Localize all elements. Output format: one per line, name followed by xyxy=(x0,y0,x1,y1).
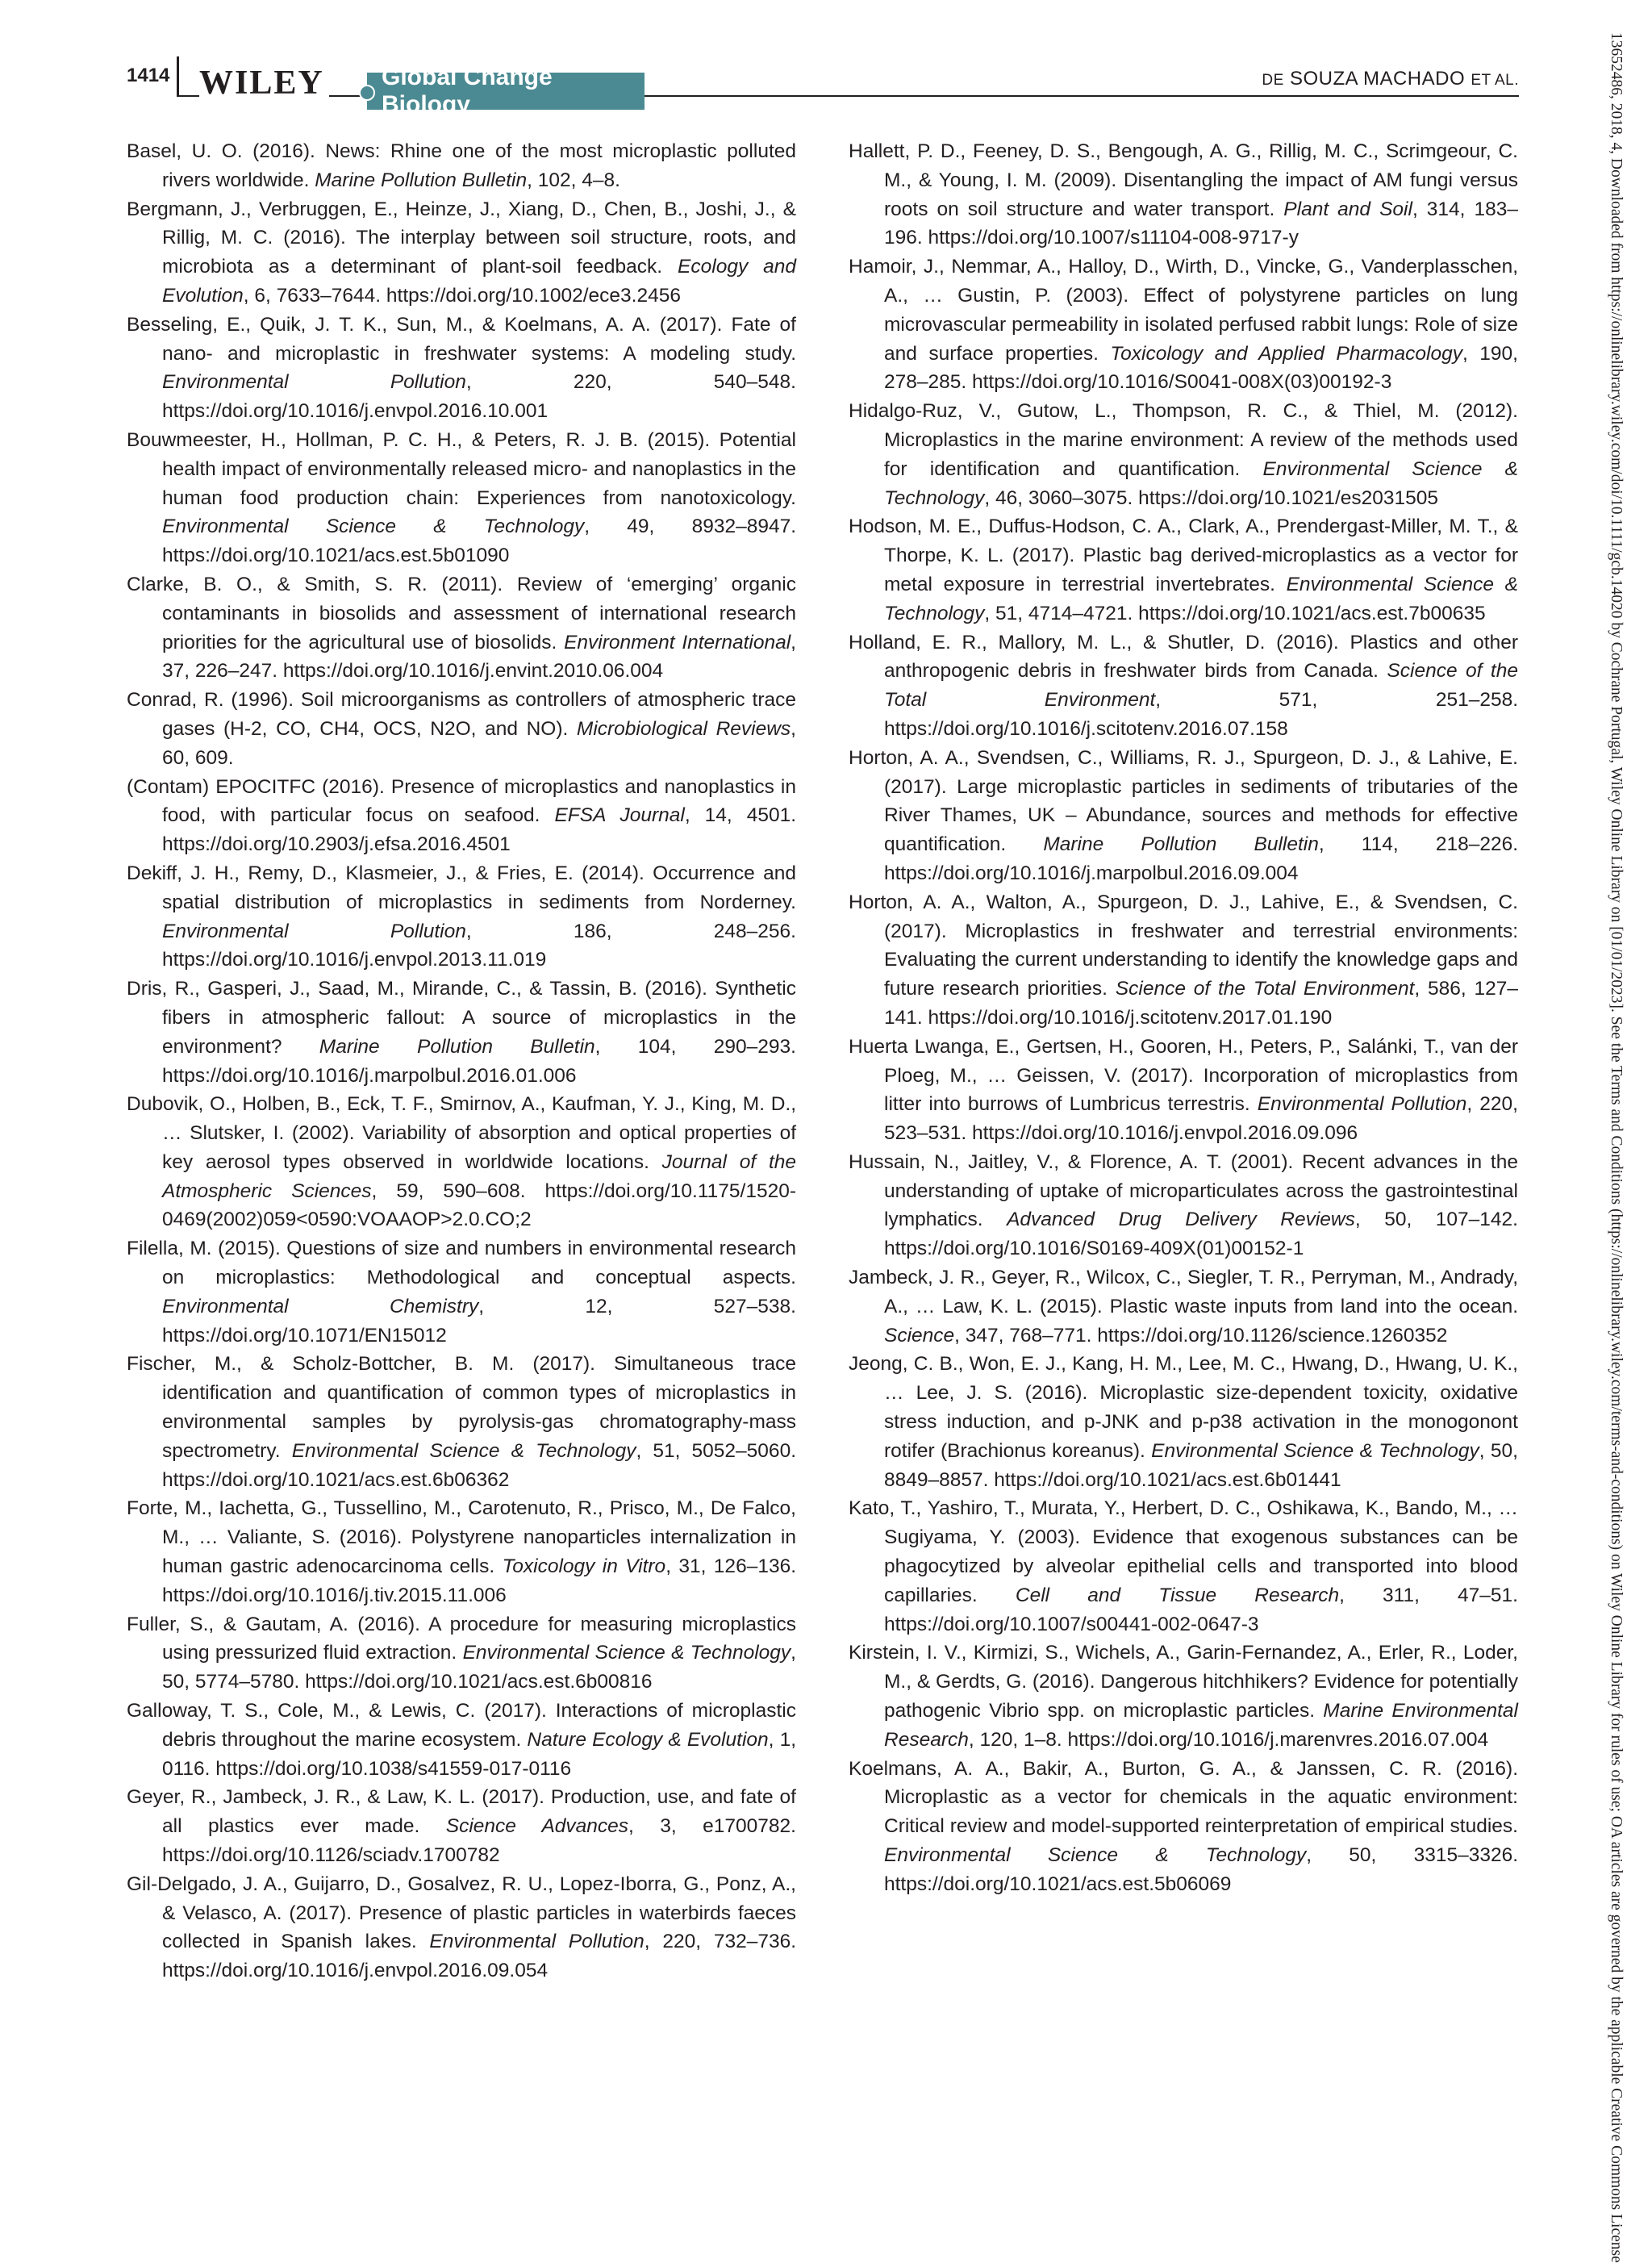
reference-journal: Science Advances xyxy=(445,1815,629,1838)
reference-entry xyxy=(127,1090,796,1234)
reference-authors-title: Holland, E. R., Mallory, M. L., & Shutler, D. (2016). Plastics and other anthropogenic debris in freshwater birds from Canada. xyxy=(849,631,1518,683)
references-right-column xyxy=(849,137,1518,1899)
reference-journal: Cell and Tissue Research xyxy=(1015,1584,1340,1606)
reference-journal: Environmental Pollution xyxy=(429,1931,645,1953)
reference-entry xyxy=(127,311,796,426)
reference-authors-title: Hamoir, J., Nemmar, A., Halloy, D., Wirth, D., Vincke, G., Vanderplasschen, A., … Gustin, P. (2003). Effect of polystyrene particles on lung microvascular permeability in isolated perfused rabbit lungs: Role of size and surface properties. xyxy=(849,256,1518,365)
reference-entry xyxy=(127,1234,796,1350)
reference-details: , 50, 107–142. https://doi.org/10.1016/S0169-409X(01)00152-1 xyxy=(884,1209,1518,1260)
reference-journal: Advanced Drug Delivery Reviews xyxy=(1007,1209,1355,1231)
reference-details: , 46, 3060–3075. https://doi.org/10.1021/es2031505 xyxy=(984,486,1439,509)
reference-entry xyxy=(127,859,796,975)
reference-journal: Environmental Science & Technology xyxy=(884,457,1518,509)
reference-authors-title: Hussain, N., Jaitley, V., & Florence, A. T. (2001). Recent advances in the understanding of uptake of microparticulates across the gastrointestinal lymphatics. xyxy=(849,1150,1518,1231)
reference-journal: Environment International xyxy=(564,631,791,653)
reference-details: , 50, 8849–8857. https://doi.org/10.1021/acs.est.6b01441 xyxy=(884,1439,1518,1491)
publisher-logo: WILEY xyxy=(199,66,329,100)
reference-authors-title: Besseling, E., Quik, J. T. K., Sun, M., & Koelmans, A. A. (2017). Fate of nano- and microplastic in freshwater systems: A modeling study. xyxy=(127,313,796,365)
reference-authors-title: Conrad, R. (1996). Soil microorganisms as controllers of atmospheric trace gases (H-2, CO, CH4, OCS, N2O, and NO). xyxy=(127,689,796,740)
reference-authors-title: Dris, R., Gasperi, J., Saad, M., Mirande, C., & Tassin, B. (2016). Synthetic fibers in atmospheric fallout: A source of microplastics in the environment? xyxy=(127,978,796,1058)
reference-authors-title: Basel, U. O. (2016). News: Rhine one of the most microplastic polluted rivers worldwide. xyxy=(127,140,796,191)
reference-details: , 50, 5774–5780. https://doi.org/10.1021/acs.est.6b00816 xyxy=(162,1642,796,1693)
reference-entry xyxy=(849,1639,1518,1754)
reference-details: , 6, 7633–7644. https://doi.org/10.1002/ece3.2456 xyxy=(243,284,681,307)
reference-authors-title: Hodson, M. E., Duffus-Hodson, C. A., Clark, A., Prendergast-Miller, M. T., & Thorpe, K. L. (2017). Plastic bag derived-microplastics as a vector for metal exposure in terrestrial invertebrates. xyxy=(849,516,1518,595)
reference-entry xyxy=(849,1755,1518,1899)
reference-authors-title: Geyer, R., Jambeck, J. R., & Law, K. L. (2017). Production, use, and fate of all plastics ever made. xyxy=(127,1786,796,1838)
reference-details: , 314, 183–196. https://doi.org/10.1007/s11104-008-9717-y xyxy=(884,198,1518,249)
reference-entry xyxy=(127,570,796,686)
reference-journal: Toxicology and Applied Pharmacology xyxy=(1110,342,1462,365)
reference-journal: Microbiological Reviews xyxy=(576,717,791,740)
reference-journal: Environmental Science & Technology xyxy=(884,573,1518,624)
reference-entry xyxy=(127,1350,796,1494)
reference-details: , 51, 5052–5060. https://doi.org/10.1021/acs.est.6b06362 xyxy=(162,1439,796,1491)
reference-entry xyxy=(849,628,1518,744)
reference-journal: Nature Ecology & Evolution xyxy=(527,1728,769,1751)
reference-details: , 50, 3315–3326. https://doi.org/10.1021/acs.est.5b06069 xyxy=(884,1844,1519,1895)
download-notice: 13652486, 2018, 4, Downloaded from https://onlinelibrary.wiley.com/doi/10.1111/gcb.14020 by Cochrane Portugal, Wiley Online Library on [01/01/2023]. See the Terms and Conditions (https://onlinelibrary.wiley.com/terms-and-conditions) on Wiley Online Library for rules of use; OA articles are governed by the applicable Creative Commons License xyxy=(1608,32,1625,2263)
reference-journal: Environmental Science & Technology xyxy=(462,1642,791,1664)
running-head-prefix: DE xyxy=(1262,72,1284,89)
reference-journal: Plant and Soil xyxy=(1283,198,1412,220)
reference-journal: Toxicology in Vitro xyxy=(502,1555,666,1578)
reference-details: , 220, 540–548. https://doi.org/10.1016/j.envpol.2016.10.001 xyxy=(162,371,796,423)
reference-authors-title: Jeong, C. B., Won, E. J., Kang, H. M., Lee, M. C., Hwang, D., Hwang, U. K., … Lee, J. S. (2016). Microplastic size-dependent toxicity, oxidative stress induction, and p-JNK and p-p38 activation in the monogonont rotifer (Brachionus koreanus). xyxy=(849,1353,1518,1462)
reference-authors-title: Kirstein, I. V., Kirmizi, S., Wichels, A., Garin-Fernandez, A., Erler, R., Loder, M., & Gerdts, G. (2016). Dangerous hitchhikers? Evidence for potentially pathogenic Vibrio spp. on microplastic particles. xyxy=(849,1642,1518,1722)
reference-entry xyxy=(849,1350,1518,1494)
reference-authors-title: Hidalgo-Ruz, V., Gutow, L., Thompson, R. C., & Thiel, M. (2012). Microplastics in the marine environment: A review of the methods used for identification and quantification. xyxy=(849,400,1518,480)
reference-entry xyxy=(127,773,796,859)
reference-details: , 37, 226–247. https://doi.org/10.1016/j.envint.2010.06.004 xyxy=(162,631,796,683)
reference-journal: Ecology and Evolution xyxy=(162,256,796,307)
page-number: 1414 xyxy=(127,65,170,86)
reference-journal: Science of the Total Environment xyxy=(1115,978,1415,1000)
reference-authors-title: Fuller, S., & Gautam, A. (2016). A procedure for measuring microplastics using pressurized fluid extraction. xyxy=(127,1613,796,1664)
reference-authors-title: Gil-Delgado, J. A., Guijarro, D., Gosalvez, R. U., Lopez-Iborra, G., Ponz, A., & Velasco, A. (2017). Presence of plastic particles in waterbirds faeces collected in Spanish lakes. xyxy=(127,1873,796,1953)
reference-authors-title: (Contam) EPOCITFC (2016). Presence of microplastics and nanoplastics in food, with particular focus on seafood. xyxy=(127,775,796,827)
reference-authors-title: Dubovik, O., Holben, B., Eck, T. F., Smirnov, A., Kaufman, Y. J., King, M. D., … Slutsker, I. (2002). Variability of absorption and optical properties of key aerosol types observed in worldwide locations. xyxy=(127,1093,796,1173)
reference-journal: Environmental Science & Technology xyxy=(162,516,585,538)
reference-entry xyxy=(849,1263,1518,1350)
reference-journal: Science of the Total Environment xyxy=(884,660,1518,712)
page-header xyxy=(127,56,1519,118)
reference-journal: Environmental Pollution xyxy=(162,371,466,394)
reference-details: , 311, 47–51. https://doi.org/10.1007/s00441-002-0647-3 xyxy=(884,1584,1518,1635)
reference-authors-title: Galloway, T. S., Cole, M., & Lewis, C. (2017). Interactions of microplastic debris throughout the marine ecosystem. xyxy=(127,1700,796,1751)
reference-journal: Journal of the Atmospheric Sciences xyxy=(162,1150,796,1202)
reference-details: , 31, 126–136. https://doi.org/10.1016/j.tiv.2015.11.006 xyxy=(162,1555,796,1606)
reference-entry xyxy=(849,1033,1518,1148)
reference-details: , 59, 590–608. https://doi.org/10.1175/1520-0469(2002)059<0590:VOAAOP>2.0.CO;2 xyxy=(162,1180,796,1231)
reference-journal: Environmental Pollution xyxy=(162,920,466,942)
reference-entry xyxy=(127,195,796,311)
reference-entry xyxy=(849,888,1518,1033)
journal-title: Global Change Biology xyxy=(382,64,553,118)
reference-authors-title: Bergmann, J., Verbruggen, E., Heinze, J., Xiang, D., Chen, B., Joshi, J., & Rillig, M. C. (2016). The interplay between soil structure, roots, and microbiota as a determinant of plant-soil feedback. xyxy=(127,198,796,278)
reference-details: , 49, 8932–8947. https://doi.org/10.1021/acs.est.5b01090 xyxy=(162,516,797,567)
reference-entry xyxy=(849,744,1518,888)
reference-details: , 220, 523–531. https://doi.org/10.1016/j.envpol.2016.09.096 xyxy=(884,1093,1518,1145)
reference-journal: Environmental Pollution xyxy=(1257,1093,1467,1116)
reference-details: , 1, 0116. https://doi.org/10.1038/s41559-017-0116 xyxy=(162,1728,797,1780)
reference-journal: EFSA Journal xyxy=(554,804,685,827)
running-head xyxy=(1262,68,1519,90)
reference-authors-title: Kato, T., Yashiro, T., Murata, Y., Herbert, D. C., Oshikawa, K., Bando, M., … Sugiyama, Y. (2003). Evidence that exogenous substances can be phagocytized by alveolar epithelial cells and transported into blood capillaries. xyxy=(849,1497,1518,1606)
reference-entry xyxy=(849,1148,1518,1263)
reference-entry xyxy=(127,1610,796,1697)
reference-entry xyxy=(849,1494,1518,1639)
reference-authors-title: Horton, A. A., Svendsen, C., Williams, R. J., Spurgeon, D. J., & Lahive, E. (2017). Large microplastic particles in sediments of tributaries of the River Thames, UK – Abundance, sources and methods for effective quantification. xyxy=(849,746,1518,856)
reference-authors-title: Forte, M., Iachetta, G., Tussellino, M., Carotenuto, R., Prisco, M., De Falco, M., … Valiante, S. (2016). Polystyrene nanoparticles internalization in human gastric adenocarcinoma cells. xyxy=(127,1497,796,1578)
reference-authors-title: Filella, M. (2015). Questions of size and numbers in environmental research on microplastics: Methodological and conceptual aspects. xyxy=(127,1238,796,1289)
reference-entry xyxy=(127,686,796,772)
reference-entry xyxy=(849,512,1518,628)
reference-journal: Environmental Science & Technology xyxy=(291,1439,636,1462)
references-left-column xyxy=(127,137,796,1985)
reference-details: , 571, 251–258. https://doi.org/10.1016/j.scitotenv.2016.07.158 xyxy=(884,689,1519,740)
badge-dot-icon xyxy=(359,85,375,101)
reference-details: , 190, 278–285. https://doi.org/10.1016/S0041-008X(03)00192-3 xyxy=(884,342,1518,394)
reference-details: , 120, 1–8. https://doi.org/10.1016/j.marenvres.2016.07.004 xyxy=(968,1728,1489,1751)
reference-authors-title: Koelmans, A. A., Bakir, A., Burton, G. A., & Janssen, C. R. (2016). Microplastic as a vector for chemicals in the aquatic environment: Critical review and model-supported reinterpretation of empirical studies. xyxy=(849,1757,1518,1838)
reference-entry xyxy=(127,1783,796,1869)
reference-details: , 186, 248–256. https://doi.org/10.1016/j.envpol.2013.11.019 xyxy=(162,920,796,971)
reference-journal: Marine Pollution Bulletin xyxy=(1043,833,1319,856)
reference-details: , 114, 218–226. https://doi.org/10.1016/j.marpolbul.2016.09.004 xyxy=(884,833,1519,884)
reference-authors-title: Horton, A. A., Walton, A., Spurgeon, D. J., Lahive, E., & Svendsen, C. (2017). Microplastics in freshwater and terrestrial environments: Evaluating the current understanding to identify the knowledge gaps and future research priorities. xyxy=(849,891,1518,1000)
reference-authors-title: Clarke, B. O., & Smith, S. R. (2011). Review of ‘emerging’ organic contaminants in biosolids and assessment of international research priorities for the agricultural use of biosolids. xyxy=(127,573,796,653)
reference-authors-title: Dekiff, J. H., Remy, D., Klasmeier, J., & Fries, E. (2014). Occurrence and spatial distribution of microplastics in sediments from Norderney. xyxy=(127,862,796,913)
reference-entry xyxy=(127,426,796,570)
reference-authors-title: Jambeck, J. R., Geyer, R., Wilcox, C., Siegler, T. R., Perryman, M., Andrady, A., … Law, K. L. (2015). Plastic waste inputs from land into the ocean. xyxy=(849,1267,1518,1317)
reference-entry xyxy=(849,137,1518,253)
reference-journal: Marine Environmental Research xyxy=(884,1700,1518,1751)
reference-details: , 60, 609. xyxy=(162,717,796,769)
reference-details: , 14, 4501. https://doi.org/10.2903/j.efsa.2016.4501 xyxy=(162,804,797,856)
reference-journal: Environmental Chemistry xyxy=(162,1295,479,1317)
reference-journal: Marine Pollution Bulletin xyxy=(315,169,528,191)
reference-entry xyxy=(127,1494,796,1610)
header-divider xyxy=(177,56,179,95)
running-head-suffix: ET AL. xyxy=(1471,72,1519,89)
reference-entry xyxy=(127,137,796,195)
reference-details: , 3, e1700782. https://doi.org/10.1126/sciadv.1700782 xyxy=(162,1815,796,1867)
reference-authors-title: Fischer, M., & Scholz-Bottcher, B. M. (2017). Simultaneous trace identification and quantification of common types of microplastics in environmental samples by pyrolysis-gas chromatography-mass spectrometry. xyxy=(127,1353,796,1462)
reference-details: , 220, 732–736. https://doi.org/10.1016/j.envpol.2016.09.054 xyxy=(162,1931,797,1982)
reference-journal: Environmental Science & Technology xyxy=(884,1844,1307,1867)
reference-details: , 102, 4–8. xyxy=(527,169,620,191)
journal-title-badge xyxy=(367,64,645,118)
reference-details: , 104, 290–293. https://doi.org/10.1016/j.marpolbul.2016.01.006 xyxy=(162,1035,796,1087)
reference-entry xyxy=(127,1870,796,1985)
reference-entry xyxy=(849,397,1518,512)
running-head-name: SOUZA MACHADO xyxy=(1289,68,1466,90)
reference-entry xyxy=(127,975,796,1090)
reference-authors-title: Hallett, P. D., Feeney, D. S., Bengough, A. G., Rillig, M. C., Scrimgeour, C. M., & Young, I. M. (2009). Disentangling the impact of AM fungi versus roots on soil structure and water transport. xyxy=(849,140,1518,220)
reference-authors-title: Huerta Lwanga, E., Gertsen, H., Gooren, H., Peters, P., Salánki, T., van der Ploeg, M., … Geissen, V. (2017). Incorporation of microplastics from litter into burrows of Lumbricus terrestris. xyxy=(849,1035,1518,1116)
reference-authors-title: Bouwmeester, H., Hollman, P. C. H., & Peters, R. J. B. (2015). Potential health impact of environmentally released micro- and nanoplastics in the human food production chain: Experiences from nanotoxicology. xyxy=(127,428,796,509)
reference-journal: Science xyxy=(884,1324,955,1347)
reference-details: , 347, 768–771. https://doi.org/10.1126/science.1260352 xyxy=(954,1324,1448,1347)
reference-entry xyxy=(127,1697,796,1783)
reference-details: , 586, 127–141. https://doi.org/10.1016/j.scitotenv.2017.01.190 xyxy=(884,978,1519,1029)
reference-details: , 51, 4714–4721. https://doi.org/10.1021/acs.est.7b00635 xyxy=(984,602,1486,624)
reference-journal: Marine Pollution Bulletin xyxy=(319,1035,595,1058)
reference-details: , 12, 527–538. https://doi.org/10.1071/EN15012 xyxy=(162,1295,796,1347)
reference-entry xyxy=(849,253,1518,397)
reference-journal: Environmental Science & Technology xyxy=(1151,1439,1479,1462)
